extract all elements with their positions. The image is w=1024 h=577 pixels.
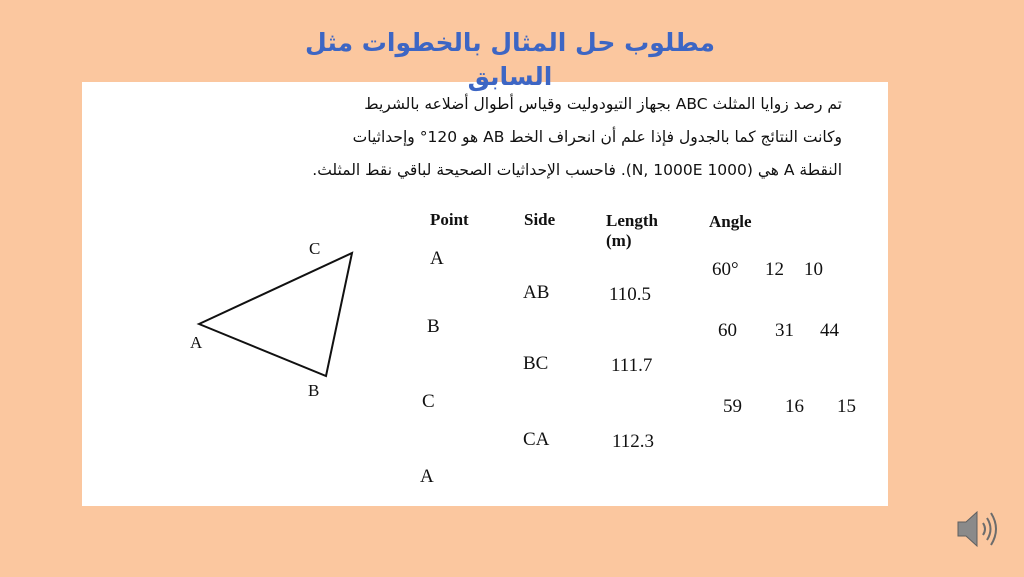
vertex-label-b: B — [308, 381, 320, 400]
header-angle: Angle — [709, 212, 752, 231]
problem-line: وكانت النتائج كما بالجدول فإذا علم أن انحراف الخط AB هو 120° وإحداثيات — [352, 128, 842, 146]
problem-line: تم رصد زوايا المثلث ABC بجهاز التيودوليت وقياس أطوال أضلاعه بالشريط — [364, 95, 842, 113]
header-side: Side — [524, 210, 556, 229]
point-cell: A — [420, 466, 434, 487]
header-length: Length — [606, 211, 658, 230]
scanned-problem — [82, 82, 888, 506]
angle-seconds: 15 — [837, 396, 856, 417]
point-cell: C — [422, 391, 435, 412]
header-length-unit: (m) — [606, 231, 632, 250]
header-point: Point — [430, 210, 469, 229]
point-cell: A — [430, 248, 444, 269]
angle-minutes: 31 — [775, 320, 794, 341]
side-cell: BC — [523, 353, 549, 374]
angle-degrees: 60 — [718, 320, 737, 341]
point-cell: B — [427, 316, 440, 337]
length-cell: 112.3 — [612, 431, 655, 452]
vertex-label-a: A — [190, 333, 203, 352]
angle-degrees: 59 — [723, 396, 742, 417]
speaker-icon[interactable] — [955, 505, 1005, 557]
side-cell: AB — [523, 282, 550, 303]
triangle-abc — [199, 253, 352, 376]
length-cell: 111.7 — [611, 355, 653, 376]
side-cell: CA — [523, 429, 550, 450]
slide-title: مطلوب حل المثال بالخطوات مثل السابق — [305, 28, 715, 91]
angle-minutes: 16 — [785, 396, 804, 417]
angle-seconds: 10 — [804, 259, 823, 280]
angle-degrees: 60° — [712, 259, 739, 280]
length-cell: 110.5 — [609, 284, 652, 305]
angle-minutes: 12 — [765, 259, 784, 280]
triangle-figure — [82, 82, 888, 506]
problem-line: النقطة A هي (1000 N, 1000E). فاحسب الإحداثيات الصحيحة لباقي نقط المثلث. — [312, 161, 842, 179]
vertex-label-c: C — [309, 239, 321, 258]
angle-seconds: 44 — [820, 320, 839, 341]
